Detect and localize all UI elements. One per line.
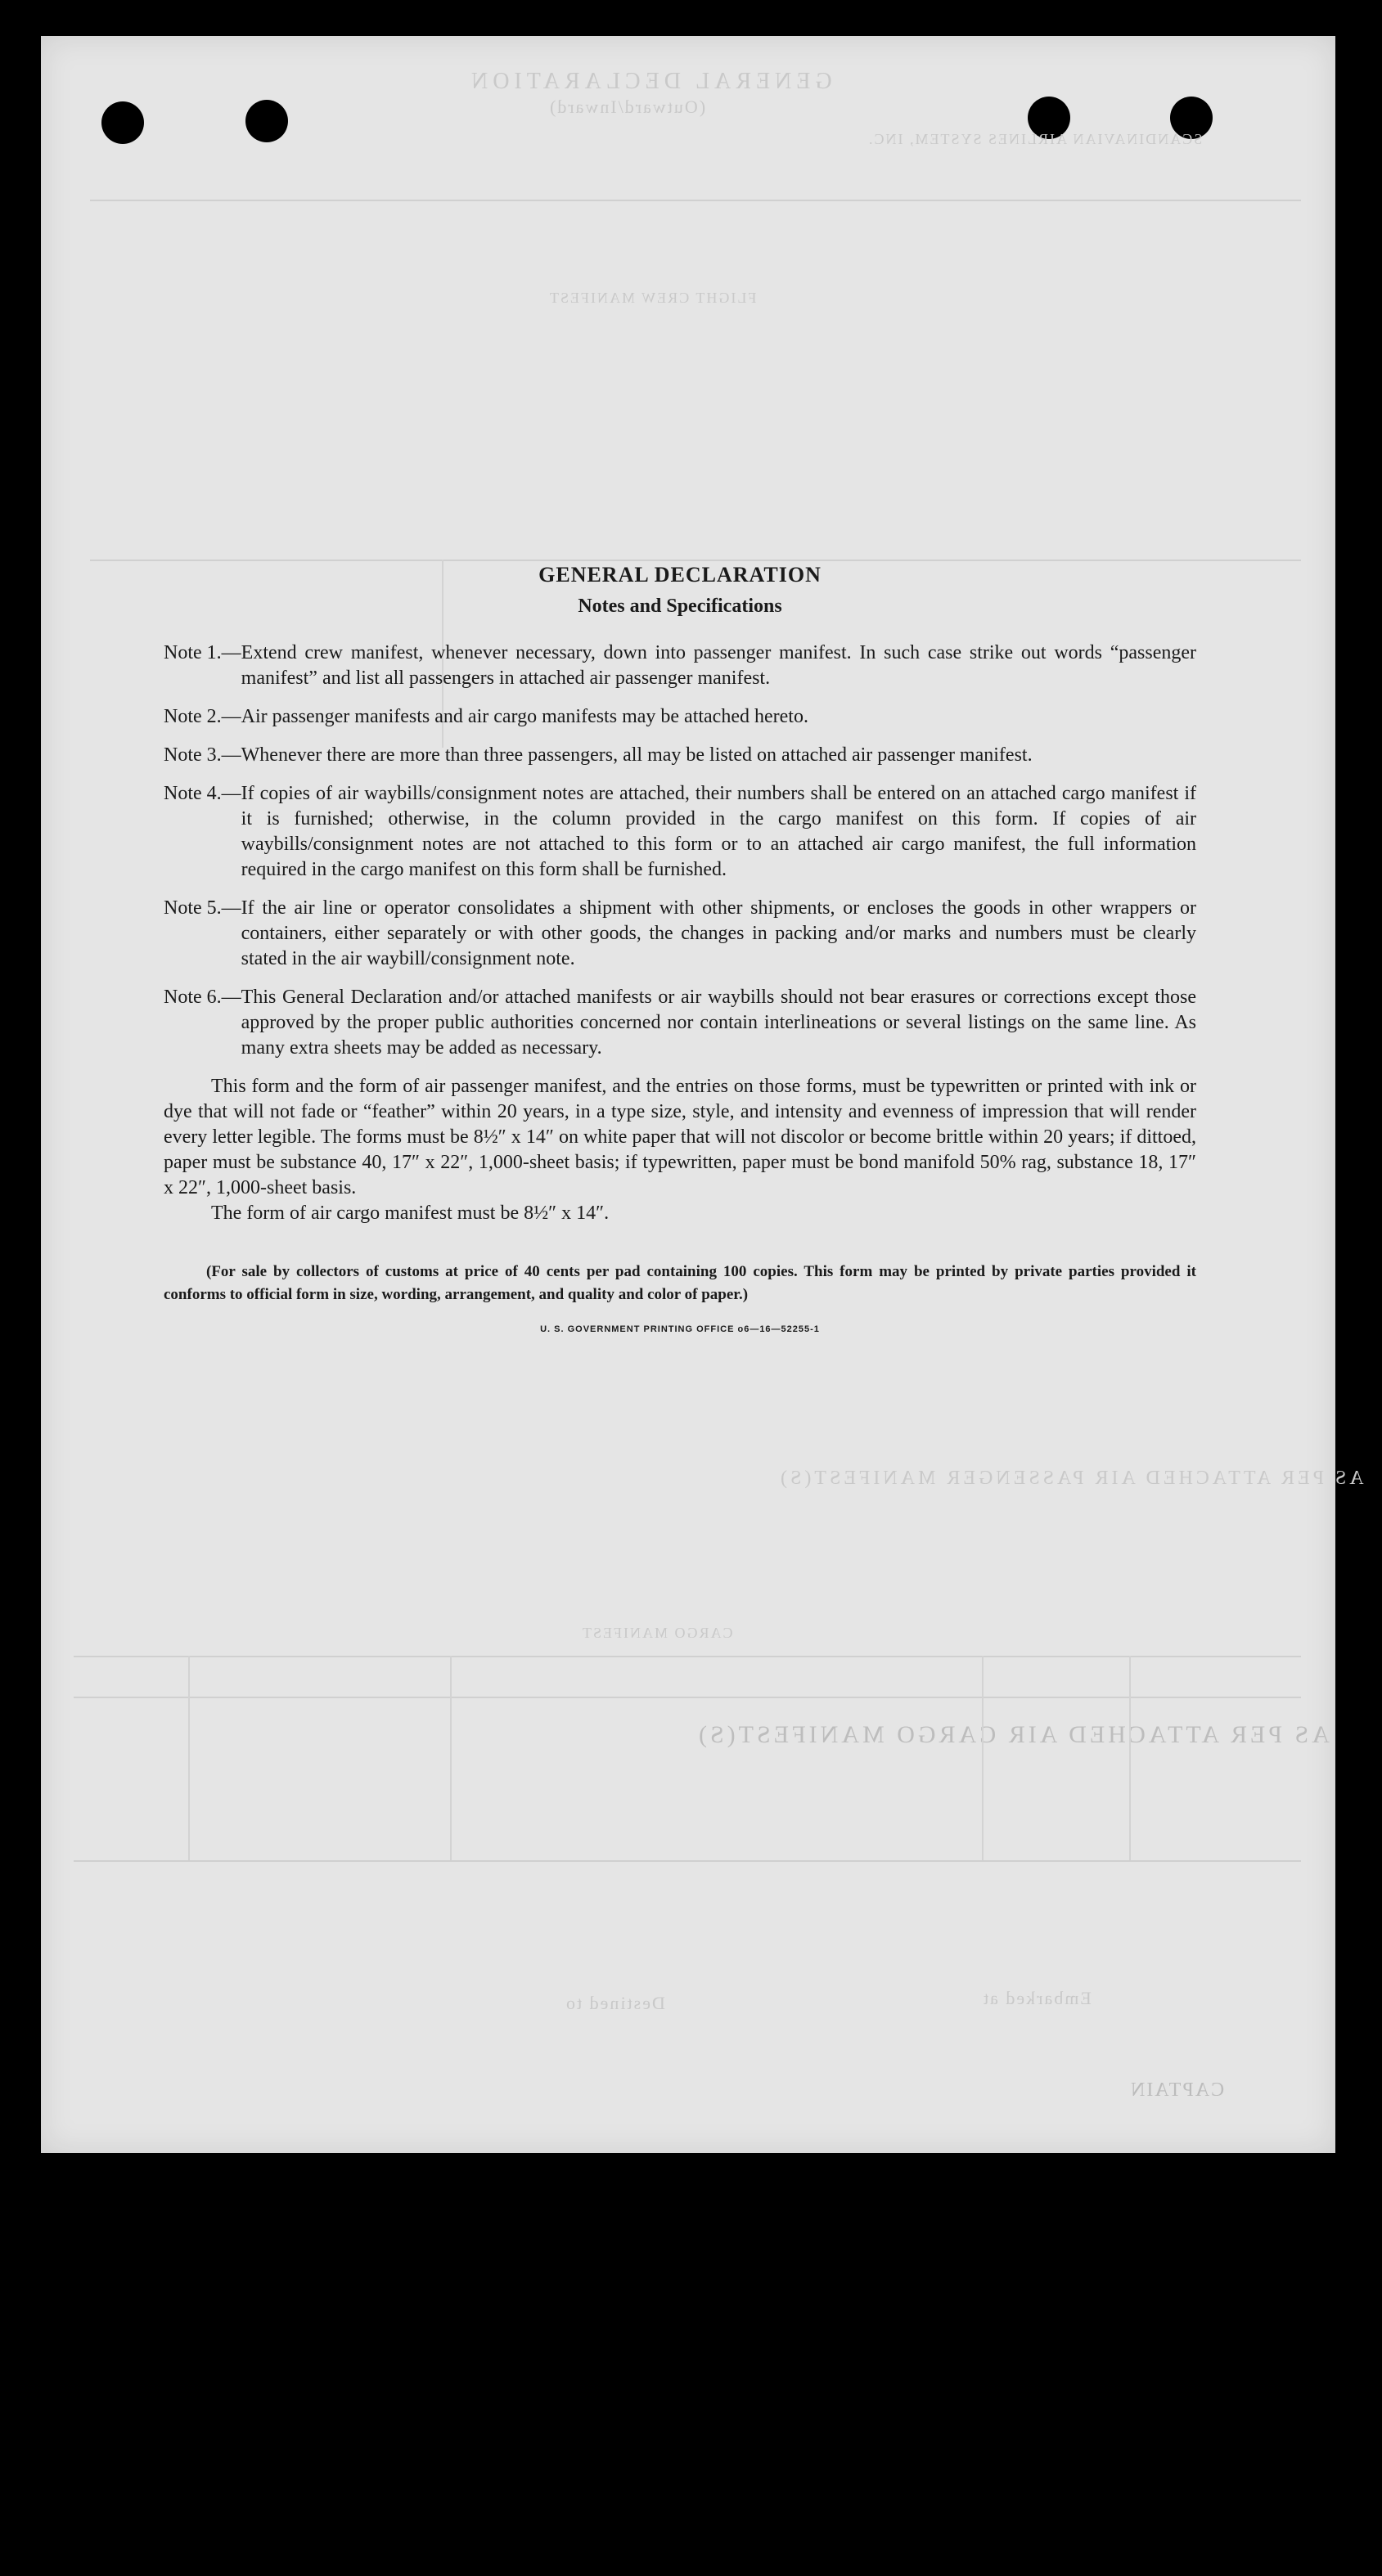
bleed-through-title: GENERAL DECLARATION [466,69,832,94]
punch-hole [101,101,144,144]
note-item [164,985,1196,1061]
bleed-through-rule [90,200,1301,201]
note-dash: — [221,897,241,919]
page-subtitle: Notes and Specifications [578,596,782,617]
note-dash: — [221,783,241,804]
bleed-through-crew-header: FLIGHT CREW MANIFEST [548,290,757,306]
page-title: GENERAL DECLARATION [538,563,822,587]
cargo-form-size: The form of air cargo manifest must be 8½″ x 14″. [211,1203,610,1224]
bleed-through-cargo-note: AS PER ATTACHED AIR CARGO MANIFEST(S) [696,1721,1330,1748]
note-label: Note 6. [164,987,222,1008]
bleed-through-rule [1129,1656,1131,1860]
note-label: Note 3. [164,744,222,766]
note-dash: — [221,987,241,1008]
note-item [164,704,1196,730]
note-item [164,641,1196,691]
note-label: Note 1. [164,642,222,663]
note-text: Extend crew manifest, whenever necessary, down into passenger manifest. In such case strike out words “passenger manifest” and list all passengers in attached air passenger manifest. [241,642,1196,689]
punch-hole [245,100,288,142]
bleed-through-cargo-header: CARGO MANIFEST [581,1625,733,1641]
declaration-notes [164,563,1196,1334]
note-label: Note 2. [164,706,222,727]
note-item [164,896,1196,972]
note-text: Whenever there are more than three passengers, all may be listed on attached air passenger manifest. [241,744,1033,766]
sale-notice: (For sale by collectors of customs at price of 40 cents per pad containing 100 copies. This form may be printed by private parties provided it conforms to official form in size, wording, arrangement, and quality and color of paper.) [164,1263,1196,1303]
form-specification-paragraph: This form and the form of air passenger manifest, and the entries on those forms, must be typewritten or printed with ink or dye that will not fade or “feather” within 20 years, in a type size, style, and intensity and evenness of impression that will render every letter legible. The forms must be 8½″ x 14″ on white paper that will not discolor or become brittle within 20 years; if dittoed, paper must be substance 40, 17″ x 22″, 1,000-sheet basis; if typewritten, paper must be bond manifold 50% rag, substance 18, 17″ x 22″, 1,000-sheet basis. [164,1076,1196,1198]
note-text: If copies of air waybills/consignment notes are attached, their numbers shall be entered on an attached cargo manifest if it is furnished; otherwise, in the column provided in the cargo manifest on this form. If copies of air waybills/consignment notes are not attached to this form or to an attached air cargo manifest, the full information required in the cargo manifest on this form shall be furnished. [241,783,1196,880]
bleed-through-captain: CAPTAIN [1129,2079,1225,2101]
bleed-through-destined: Destined to [565,1993,665,2013]
note-dash: — [221,642,241,663]
note-label: Note 4. [164,783,222,804]
note-item [164,781,1196,883]
note-dash: — [221,706,241,727]
bleed-through-subtitle: (Outward/Inward) [548,97,706,117]
bleed-through-rule [982,1656,984,1860]
note-text: This General Declaration and/or attached manifests or air waybills should not bear erasures or corrections except those approved by the proper public authorities concerned nor contain interlineations or several listings on the same line. As many extra sheets may be added as necessary. [241,987,1196,1059]
bleed-through-rule [74,1697,1301,1698]
bleed-through-rule [74,1656,1301,1657]
bleed-through-rule [90,560,1301,561]
bleed-through-rule [188,1656,190,1860]
note-text: Air passenger manifests and air cargo manifests may be attached hereto. [241,706,808,727]
note-dash: — [221,744,241,766]
bleed-through-rule [74,1860,1301,1862]
printing-office-line: U. S. GOVERNMENT PRINTING OFFICE o6—16—52255-1 [540,1324,820,1334]
bleed-through-airline: SCANDINAVIAN AIRLINES SYSTEM, INC. [867,131,1203,147]
note-text: If the air line or operator consolidates a shipment with other shipments, or encloses the goods in other wrappers or containers, either separately or with other goods, the changes in packing and/or marks and numbers must be clearly stated in the air waybill/consignment note. [241,897,1196,969]
note-label: Note 5. [164,897,222,919]
bleed-through-rule [450,1656,452,1860]
bleed-through-embarked: Embarked at [982,1988,1092,2008]
note-item [164,743,1196,768]
bleed-through-passengers-note: AS PER ATTACHED AIR PASSENGER MANIFEST(S) [777,1468,1364,1489]
